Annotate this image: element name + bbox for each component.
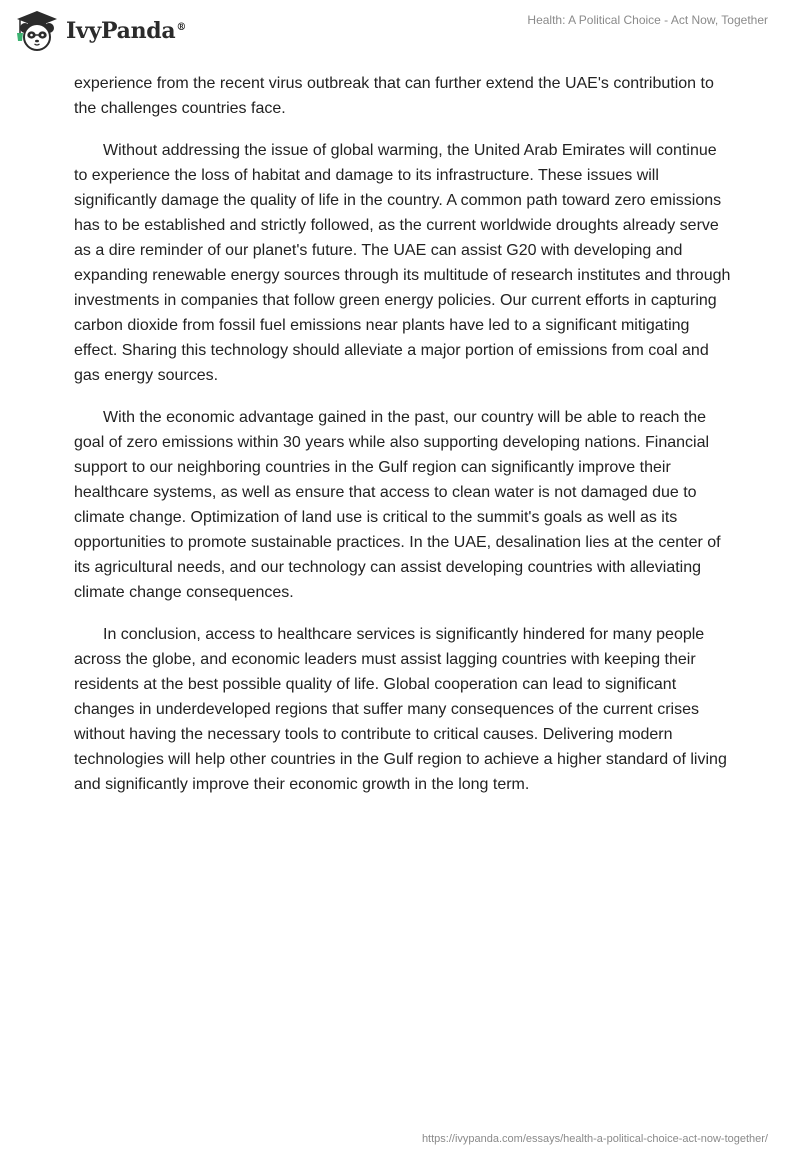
registered-mark: ® (176, 21, 187, 33)
paragraph: In conclusion, access to healthcare services is significantly hindered for many people across the globe, and economic leaders must assist lagging countries with keeping their residents at the best possible quality of life. Global cooperation can lead to significant changes in underdeveloped regions that suffer many consequences of the current crises without having the necessary tools to contribute to critical causes. Delivering modern technologies will help other countries in the Gulf region to achieve a higher standard of living and significantly improve their economic growth in the long term. (74, 626, 727, 793)
paragraph: Without addressing the issue of global warming, the United Arab Emirates will continue to experience the loss of habitat and damage to its infrastructure. These issues will significantly damage the quality of life in the country. A common path toward zero emissions has to be established and strictly followed, as the current worldwide droughts already serve as a dire reminder of our planet's future. The UAE can assist G20 with developing and expanding renewable energy sources through its multitude of research institutes and through investments in companies that follow green energy policies. Our current efforts in capturing carbon dioxide from fossil fuel emissions near plants have led to a significant mitigating effect. Sharing this technology should alleviate a major portion of emissions from coal and gas energy sources. (74, 142, 731, 384)
brand-logo[interactable] (14, 8, 186, 54)
essay-body (74, 71, 734, 814)
paragraph-continuation: experience from the recent virus outbreak that can further extend the UAE's contribution to the challenges countries face. (74, 75, 714, 117)
brand-name: IvyPanda® (66, 18, 187, 44)
document-title: Health: A Political Choice - Act Now, Together (527, 13, 768, 27)
panda-graduate-icon (14, 8, 60, 54)
paragraph: With the economic advantage gained in the past, our country will be able to reach the goal of zero emissions within 30 years while also supporting developing nations. Financial support to our neighboring countries in the Gulf region can significantly improve their healthcare systems, as well as ensure that access to clean water is not damaged due to climate change. Optimization of land use is critical to the summit's goals as well as its opportunities to promote sustainable practices. In the UAE, desalination lies at the center of its agricultural needs, and our technology can assist developing countries with alleviating climate change consequences. (74, 409, 721, 601)
page-header (0, 0, 800, 70)
footer-source-url[interactable]: https://ivypanda.com/essays/health-a-political-choice-act-now-together/ (421, 1133, 768, 1145)
